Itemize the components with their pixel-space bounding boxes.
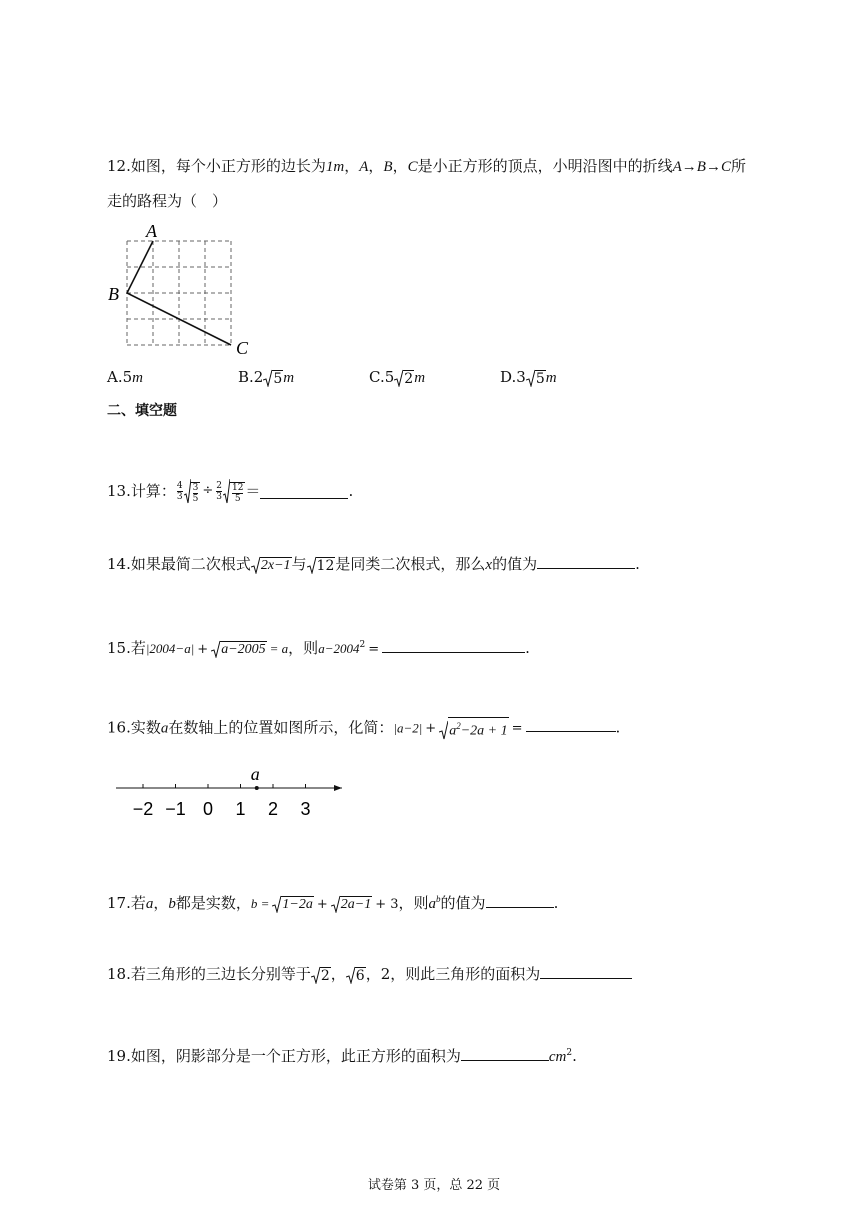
q13-sqrt-2 <box>223 478 245 504</box>
q15-text-a: 15.若 <box>107 639 146 657</box>
axis-ticks <box>143 784 306 788</box>
q12-label-a: A <box>359 159 369 175</box>
q19-unit: cm <box>548 1049 567 1065</box>
q17-var-b: b <box>168 896 176 912</box>
sqrt-symbol <box>526 369 546 387</box>
q16-abs: |a−2| <box>393 720 423 736</box>
q12-text-d: 所 <box>730 157 746 175</box>
q16-end: . <box>615 718 621 737</box>
point-a <box>255 786 259 790</box>
axis-arrow <box>334 785 342 791</box>
q18-radicand-1: 2 <box>320 968 330 984</box>
q18-radicand-2: 6 <box>355 968 365 984</box>
q15-expr: a−2004 <box>318 641 360 656</box>
q17-lhs: b = <box>250 896 270 911</box>
q14-text-d: 的值为 <box>492 555 538 573</box>
q18-sqrt-2 <box>346 966 366 984</box>
axis-tick-label: −1 <box>165 799 186 819</box>
q16-plus: + <box>425 721 437 737</box>
q16-rad-b: −2a + 1 <box>460 723 508 739</box>
frac-num: 3 <box>192 483 199 493</box>
q14 <box>107 554 640 575</box>
q14-end: . <box>635 555 640 573</box>
q13-prefix: 13.计算： <box>107 482 176 500</box>
q17-end: . <box>553 894 559 912</box>
option-b-label: B. <box>238 368 254 386</box>
q17-plus: + <box>316 897 328 912</box>
q15-radicand: a−2005 <box>221 642 266 657</box>
q12-unit: 1m <box>325 159 345 175</box>
q16-rad-a: a <box>449 723 457 739</box>
q16-number-line <box>110 760 350 822</box>
q12-text-c: 是小正方形的顶点，小明沿图中的折线 <box>417 157 673 175</box>
q17-base: a <box>428 896 437 912</box>
q17-sqrt-2 <box>331 895 372 913</box>
point-a-label: a <box>250 764 260 784</box>
q17-text-a: 17.若 <box>107 894 146 912</box>
q19 <box>107 1043 577 1067</box>
q16-var: a <box>160 720 169 737</box>
q12-line1 <box>107 156 746 177</box>
q16-text-a: 16.实数 <box>107 718 161 737</box>
q15-plus: + <box>197 642 209 657</box>
q12-fig-label-c: C <box>236 338 249 358</box>
q14-sqrt-2 <box>307 556 336 574</box>
q12-grid-figure <box>100 218 270 358</box>
option-c-unit: m <box>414 370 426 386</box>
q19-answer-blank[interactable] <box>461 1046 549 1061</box>
frac-den: 5 <box>192 494 199 504</box>
q16-sqrt <box>439 717 508 740</box>
option-d-label: D. <box>500 368 517 386</box>
q17-sqrt-1 <box>272 895 313 913</box>
q17-plus3: + 3 <box>375 897 399 912</box>
q18 <box>107 964 632 984</box>
q12-comma2: ， <box>368 157 384 175</box>
q15 <box>107 635 530 660</box>
option-a-label: A. <box>107 368 123 386</box>
q14-sqrt-1 <box>251 556 292 574</box>
q15-eq2: = <box>368 642 380 657</box>
axis-tick-label: −2 <box>132 799 154 819</box>
q16-answer-blank[interactable] <box>526 717 616 732</box>
option-d-coef: 3 <box>516 368 526 386</box>
frac-in-sqrt <box>191 482 201 504</box>
sqrt-symbol <box>263 369 283 387</box>
q14-radicand-2: 12 <box>316 558 335 574</box>
frac-den: 3 <box>216 491 222 502</box>
q17-text-c: ，则 <box>398 894 429 912</box>
sqrt-symbol <box>394 369 414 387</box>
q17-var-a: a <box>145 896 154 912</box>
q13-end: . <box>348 482 354 500</box>
q14-var-x: x <box>485 557 493 573</box>
q14-answer-blank[interactable] <box>537 554 635 569</box>
q12-grid-lines <box>127 241 231 345</box>
option-d-unit: m <box>545 370 557 386</box>
option-b-radicand: 5 <box>273 371 283 387</box>
q16-rad-exp: 2 <box>456 721 461 731</box>
option-d-radicand: 5 <box>535 371 545 387</box>
option-a-coef: 5 <box>122 368 133 386</box>
q18-text-a: 18.若三角形的三边长分别等于 <box>107 965 311 983</box>
q17-radicand-1: 1−2a <box>282 897 313 912</box>
q12-comma: ， <box>344 157 360 175</box>
q13-sqrt-1 <box>184 478 201 504</box>
frac-num: 4 <box>176 480 183 491</box>
option-a-unit: m <box>132 370 143 386</box>
q12-option-b <box>238 367 294 388</box>
q15-exp: 2 <box>359 640 366 650</box>
option-c-label: C. <box>369 368 385 386</box>
q15-answer-blank[interactable] <box>382 638 525 653</box>
q16-text-b: 在数轴上的位置如图所示，化简： <box>168 718 394 737</box>
q15-sqrt <box>211 640 266 658</box>
q15-abs: |2004−a| <box>145 641 195 656</box>
q18-sep1: ， <box>330 965 346 983</box>
q14-text-c: 是同类二次根式，那么 <box>335 555 486 573</box>
q15-eq: = a <box>269 641 289 656</box>
axis-tick-label: 0 <box>202 799 214 819</box>
q12-line2: 走的路程为（ ） <box>107 192 228 210</box>
option-b-unit: m <box>283 370 295 386</box>
q14-text-a: 14.如果最简二次根式 <box>107 555 251 573</box>
axis-tick-label: 1 <box>235 799 246 819</box>
q17-sep: ， <box>153 894 169 912</box>
frac-num: 2 <box>216 480 222 491</box>
q12-label-c: C <box>407 159 418 175</box>
q14-text-b: 与 <box>291 555 307 573</box>
axis-tick-label: 2 <box>267 799 279 819</box>
q13-fraction-1 <box>177 481 183 502</box>
q16-eq: = <box>511 721 523 737</box>
q17-exp: b <box>436 894 441 904</box>
option-c-coef: 5 <box>384 368 395 386</box>
q15-text-b: ，则 <box>288 639 319 657</box>
frac-in-sqrt <box>230 482 245 504</box>
q19-end: . <box>572 1047 577 1065</box>
q12-fig-label-b: B <box>108 284 119 304</box>
q17-radicand-2: 2a−1 <box>340 897 372 912</box>
q12-comma3: ， <box>392 157 408 175</box>
q12-option-c <box>369 367 425 388</box>
option-c-radicand: 2 <box>404 371 414 387</box>
q18-answer-blank[interactable] <box>540 964 632 979</box>
q13-div: ÷ <box>202 483 214 498</box>
q18-sqrt-1 <box>311 966 331 984</box>
axis-tick-labels <box>133 799 311 819</box>
q12-label-b: B <box>383 159 393 175</box>
q12-path: A→B→C <box>672 159 731 175</box>
q17-answer-blank[interactable] <box>486 893 554 908</box>
q17-text-d: 的值为 <box>440 894 486 912</box>
q19-text-a: 19.如图，阴影部分是一个正方形，此正方形的面积为 <box>107 1047 461 1065</box>
q19-unit-exp: 2 <box>566 1048 573 1058</box>
q12-option-a <box>107 367 143 388</box>
q16-radicand <box>448 717 508 740</box>
q14-radicand-1: 2x−1 <box>260 558 291 573</box>
q12-text-a: 12.如图，每个小正方形的边长为 <box>107 157 326 175</box>
q13-fraction-2 <box>216 481 222 502</box>
axis-tick-label: 3 <box>300 799 311 819</box>
option-b-coef: 2 <box>253 368 264 386</box>
q18-text-b: ，2，则此三角形的面积为 <box>365 965 541 983</box>
page-footer: 试卷第 3 页，总 22 页 <box>367 1178 501 1193</box>
q12-fig-label-a: A <box>146 221 157 241</box>
q12-option-d <box>500 367 557 388</box>
section-heading: 二、填空题 <box>107 403 177 419</box>
q17 <box>107 889 558 915</box>
frac-num: 12 <box>231 483 244 493</box>
q13-answer-blank[interactable] <box>260 484 348 499</box>
q13-eq: ＝ <box>245 482 261 500</box>
q15-end: . <box>525 639 530 657</box>
frac-den: 3 <box>176 491 183 502</box>
q13 <box>107 476 353 506</box>
q17-text-b: 都是实数， <box>175 894 251 912</box>
frac-den: 5 <box>234 494 241 504</box>
q16 <box>107 717 620 740</box>
